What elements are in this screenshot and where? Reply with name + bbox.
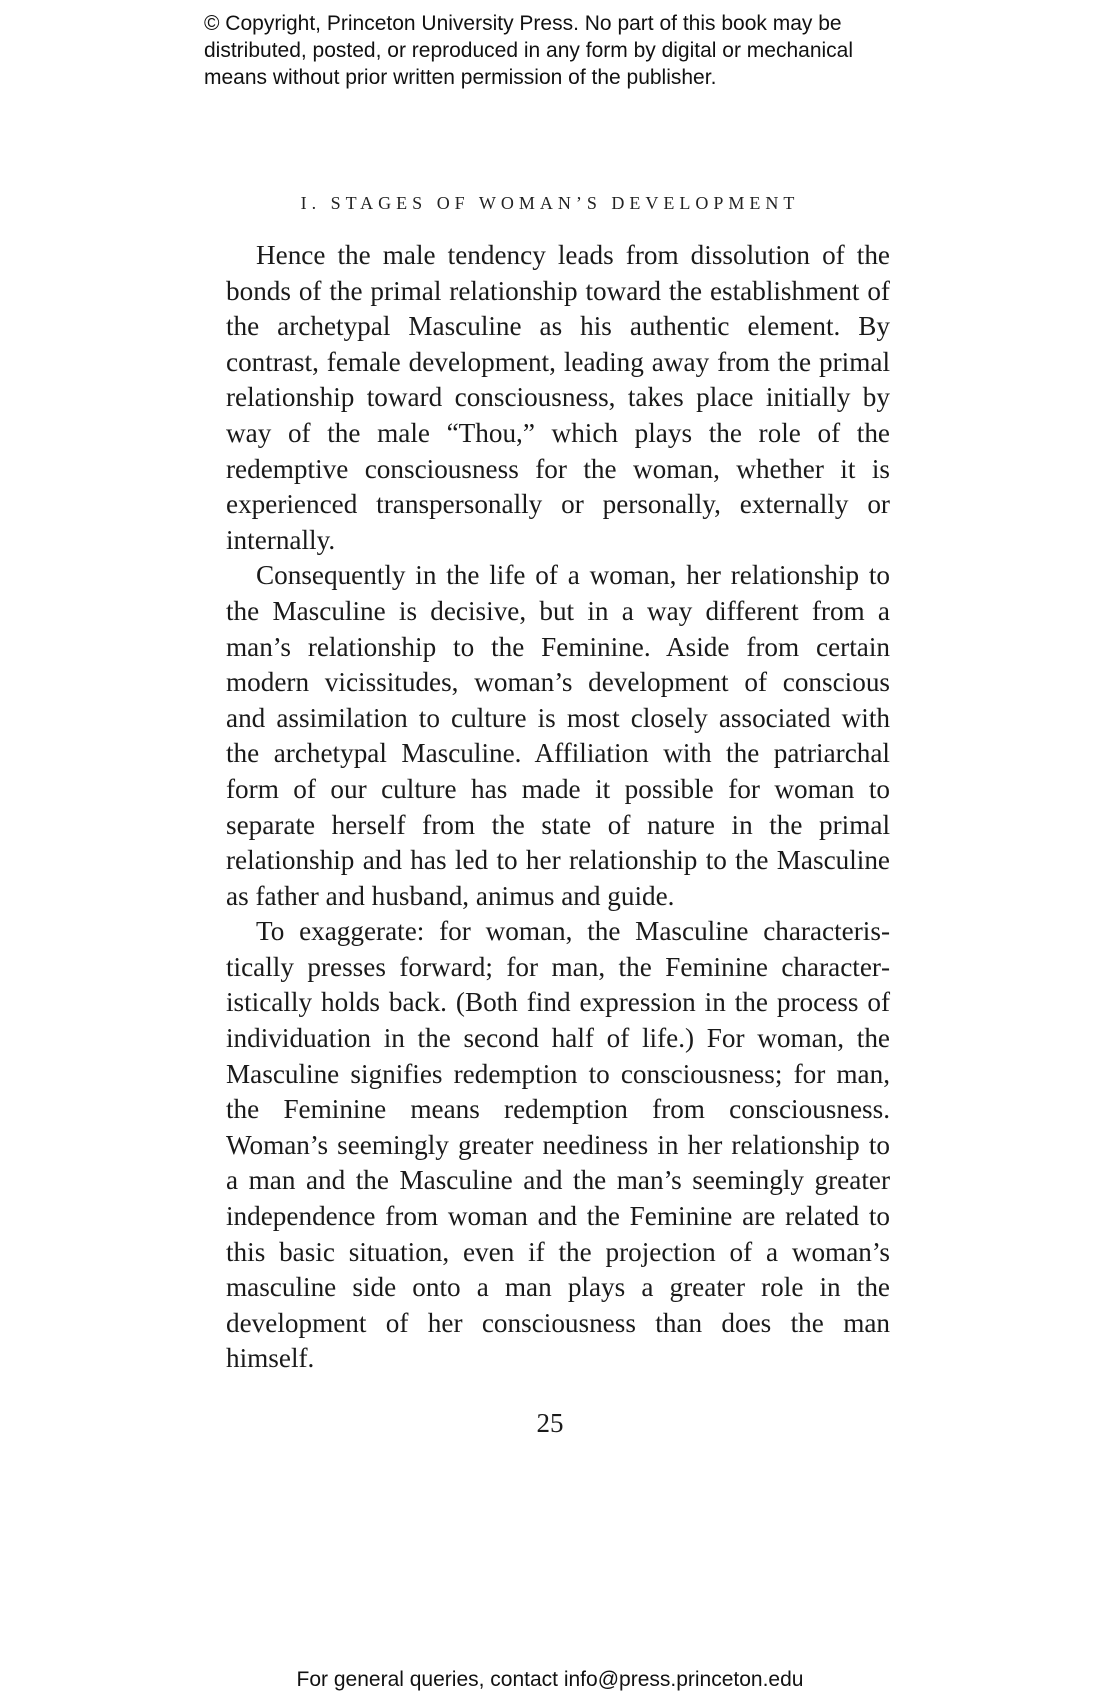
chapter-heading: I. STAGES OF WOMAN’S DEVELOPMENT	[300, 193, 800, 213]
copyright-line-2: distributed, posted, or reproduced in any form by digital or mechanical	[204, 39, 854, 62]
paragraph-3: To exaggerate: for woman, the Masculine characteristically presses forward; for man, the Feminine characteristically holds back. (Both find expression in the process of individuation in the second half of life.) For woman, the Masculine signifies redemption to consciousness; for man, the Feminine means redemption from consciousness. Woman’s seemingly greater neediness in her relationship to a man and the Masculine and the man’s seemingly greater independence from woman and the Feminine are related to this basic situation, even if the projection of a woman’s masculine side onto a man plays a greater role in the development of her consciousness than does the man himself.	[226, 916, 890, 1374]
paragraph-2: Consequently in the life of a woman, her relationship to the Masculine is decisive, but in a way different from a man’s relationship to the Feminine. Aside from certain modern vicissitudes, woman’s development of conscious and assimilation to culture is most closely associated with the archetypal Masculine. Affiliation with the patriarchal form of our culture has made it possible for woman to separate herself from the state of nature in the primal relationship and has led to her relationship to the Masculine as father and husband, animus and guide.	[226, 560, 890, 911]
copyright-notice	[204, 10, 904, 91]
page-number: 25	[536, 1408, 564, 1438]
body-text	[226, 238, 890, 1377]
copyright-line-3: means without prior written permission of the publisher.	[204, 66, 717, 89]
copyright-line-1: © Copyright, Princeton University Press. No part of this book may be	[204, 12, 842, 35]
footer-contact: For general queries, contact info@press.princeton.edu	[296, 1668, 804, 1691]
paragraph-1: Hence the male tendency leads from dissolution of the bonds of the primal relationship toward the establishment of the archetypal Masculine as his authentic element. By contrast, female development, leading away from the primal relationship toward consciousness, takes place initially by way of the male “Thou,” which plays the role of the redemptive consciousness for the woman, whether it is experienced transpersonally or personally, externally or internally.	[226, 240, 890, 555]
